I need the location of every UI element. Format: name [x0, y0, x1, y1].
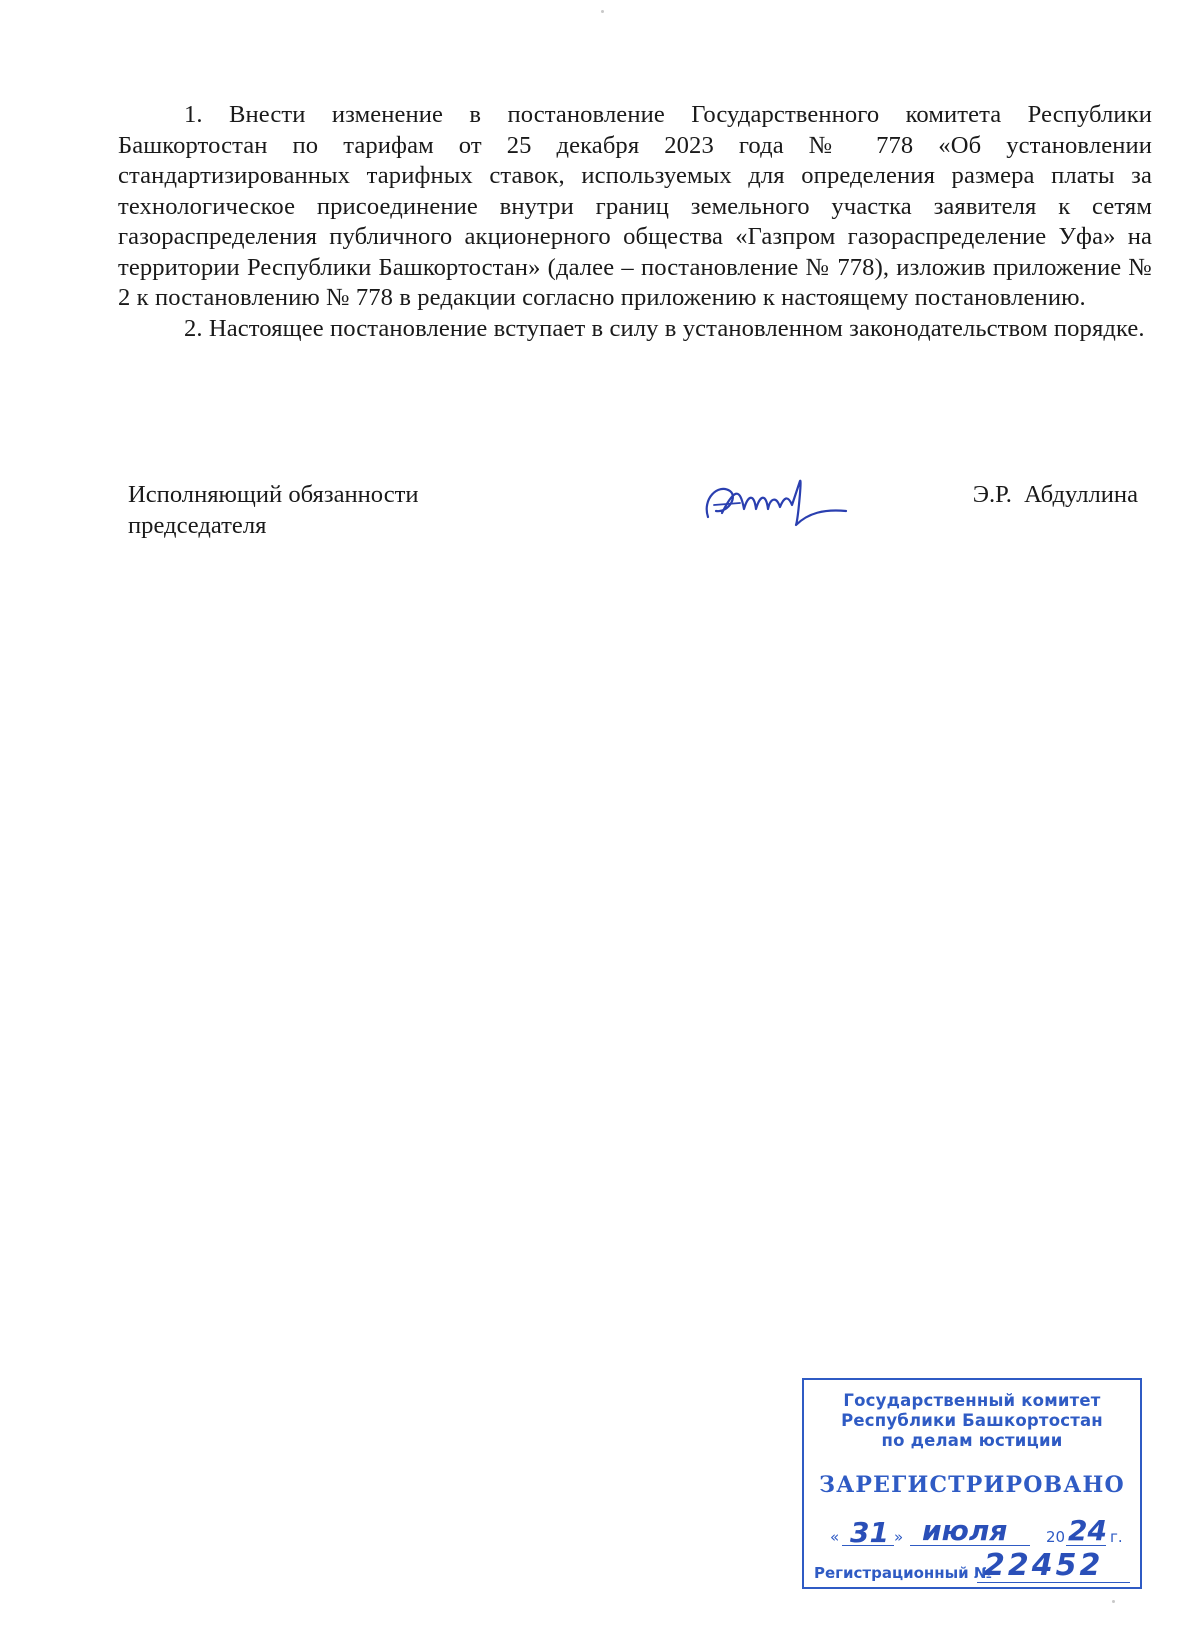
stamp-month: июля — [922, 1514, 1008, 1547]
stamp-year-suffix: г. — [1110, 1528, 1123, 1546]
stamp-org-line-1: Государственный комитет — [843, 1391, 1101, 1410]
stamp-day: 31 — [850, 1516, 889, 1549]
scan-speck — [601, 10, 604, 13]
signer-position-line-1: Исполняющий обязанности — [128, 481, 419, 508]
stamp-org-line-2: Республики Башкортостан — [841, 1411, 1103, 1430]
signer-position-line-2: председателя — [128, 512, 267, 539]
stamp-close-quote: » — [894, 1528, 904, 1546]
scan-speck — [1112, 1600, 1115, 1603]
stamp-century: 20 — [1046, 1528, 1066, 1546]
signer-name: Э.Р. Абдуллина — [972, 481, 1138, 508]
stamp-year: 24 — [1068, 1514, 1107, 1547]
stamp-reg-label: Регистрационный № — [814, 1564, 992, 1582]
resolution-body — [118, 100, 1152, 344]
registration-stamp — [802, 1378, 1142, 1589]
stamp-status: ЗАРЕГИСТРИРОВАНО — [819, 1472, 1125, 1498]
handwritten-signature — [700, 469, 850, 541]
stamp-date — [830, 1514, 1130, 1548]
stamp-open-quote: « — [830, 1528, 840, 1546]
signer-position — [128, 479, 528, 541]
paragraph-2: 2. Настоящее постановление вступает в силу в установленном законодательством порядке. — [184, 314, 1145, 342]
signature-block — [128, 479, 1152, 559]
paragraph-1: 1. Внести изменение в постановление Государственного комитета Республики Башкортостан по тарифам от 25 декабря 2023 года № 778 «Об установлении стандартизированных тарифных ставок, используемых для определения размера платы за технологическое присоединение внутри границ земельного участка заявителя к сетям газораспределения публичного акционерного общества «Газпром газораспределение Уфа» на территории Республики Башкортостан» (далее – постановление № 778), изложив приложение № 2 к постановлению № 778 в редакции согласно приложению к настоящему постановлению. — [118, 101, 1152, 311]
stamp-registration — [814, 1548, 1130, 1583]
stamp-organization — [804, 1391, 1140, 1451]
stamp-org-line-3: по делам юстиции — [881, 1431, 1063, 1450]
stamp-reg-number: 22452 — [984, 1548, 1104, 1583]
